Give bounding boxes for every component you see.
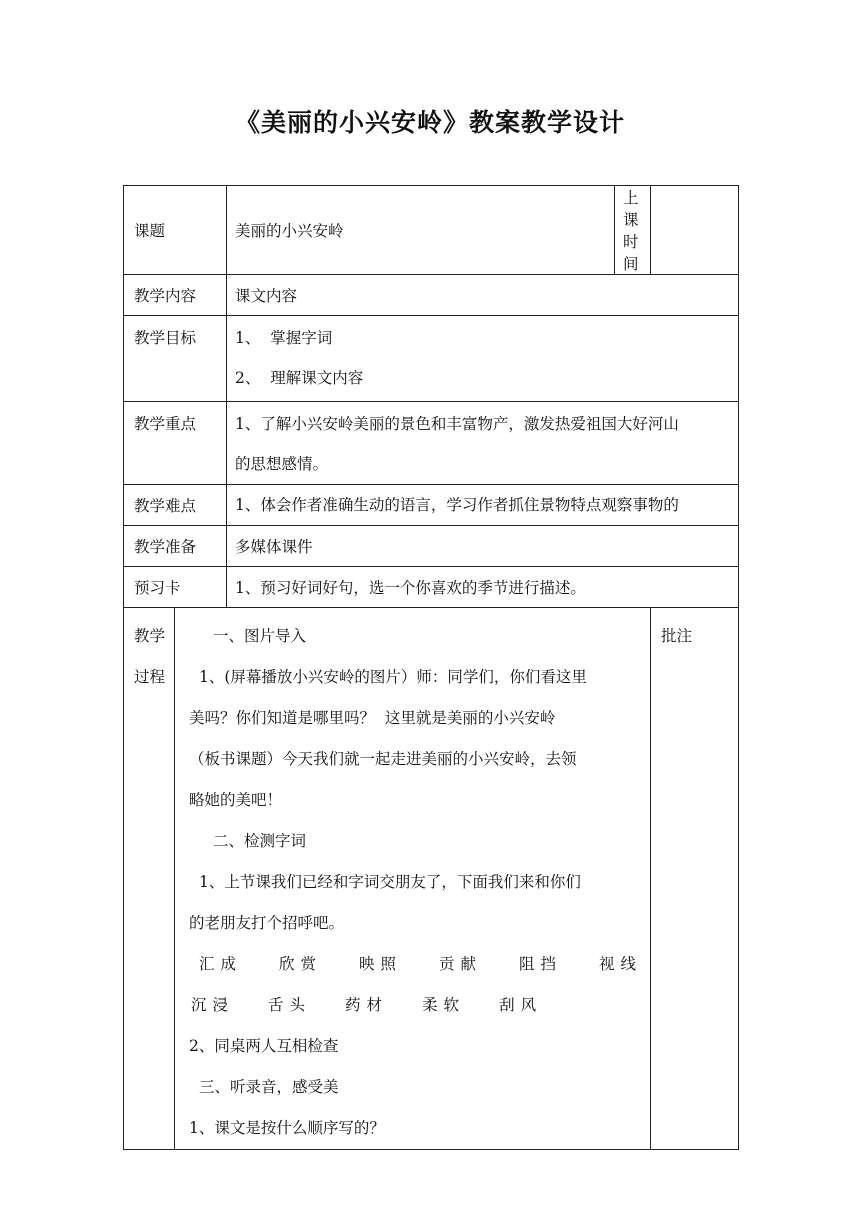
content-label: 教学内容 bbox=[124, 275, 227, 316]
vocab-word: 沉浸 bbox=[191, 996, 235, 1014]
subject-label: 课题 bbox=[124, 186, 227, 275]
process-line: 1、课文是按什么顺序写的？ bbox=[189, 1119, 385, 1137]
vocab-word: 柔软 bbox=[422, 996, 466, 1014]
preview-value: 1、预习好词好句，选一个你喜欢的季节进行描述。 bbox=[227, 567, 739, 608]
lesson-plan-table bbox=[123, 185, 739, 1150]
process-line: 的老朋友打个招呼吧。 bbox=[189, 914, 345, 932]
process-line: 1、上节课我们已经和字词交朋友了，下面我们来和你们 bbox=[199, 873, 581, 891]
process-line: 1、(屏幕播放小兴安岭的图片）师：同学们，你们看这里 bbox=[199, 668, 587, 686]
time-value bbox=[651, 186, 739, 275]
process-label: 教学 过程 bbox=[124, 608, 175, 1150]
row-process bbox=[124, 608, 739, 1150]
process-line: 2、同桌两人互相检查 bbox=[189, 1037, 339, 1055]
row-preview bbox=[124, 567, 739, 608]
row-subject bbox=[124, 186, 739, 275]
row-content bbox=[124, 275, 739, 316]
vocab-word: 映照 bbox=[359, 955, 403, 973]
goals-label: 教学目标 bbox=[124, 316, 227, 402]
goal-item: 1、 掌握字词 bbox=[235, 329, 333, 347]
note-label: 批注 bbox=[661, 627, 693, 645]
section-heading: 二、检测字词 bbox=[213, 832, 307, 850]
focus-value bbox=[227, 402, 739, 485]
row-focus bbox=[124, 402, 739, 485]
section-heading: 三、听录音，感受美 bbox=[199, 1078, 339, 1096]
row-prep bbox=[124, 526, 739, 567]
section-heading: 一、图片导入 bbox=[213, 627, 307, 645]
goals-value bbox=[227, 316, 739, 402]
difficulty-value: 1、体会作者准确生动的语言，学习作者抓住景物特点观察事物的 bbox=[227, 485, 739, 526]
difficulty-label: 教学难点 bbox=[124, 485, 227, 526]
vocab-word: 药材 bbox=[345, 996, 389, 1014]
focus-label: 教学重点 bbox=[124, 402, 227, 485]
row-goals bbox=[124, 316, 739, 402]
focus-line: 1、了解小兴安岭美丽的景色和丰富物产，激发热爱祖国大好河山 bbox=[235, 415, 679, 433]
prep-value: 多媒体课件 bbox=[227, 526, 739, 567]
process-content bbox=[175, 608, 651, 1150]
vocab-word: 阻挡 bbox=[519, 955, 563, 973]
vocab-word: 舌头 bbox=[268, 996, 312, 1014]
row-difficulty bbox=[124, 485, 739, 526]
page-title: 《美丽的小兴安岭》教案教学设计 bbox=[234, 108, 625, 137]
vocab-word: 刮风 bbox=[499, 996, 543, 1014]
vocab-word: 欣赏 bbox=[279, 955, 323, 973]
process-line: （板书课题）今天我们就一起走进美丽的小兴安岭，去领 bbox=[189, 750, 577, 768]
vocab-row bbox=[189, 944, 642, 985]
vocab-row bbox=[189, 985, 642, 1026]
vocab-word: 视线 bbox=[599, 955, 643, 973]
note-column bbox=[651, 608, 739, 1150]
time-label: 上课时间 bbox=[615, 186, 651, 275]
prep-label: 教学准备 bbox=[124, 526, 227, 567]
vocab-word: 贡献 bbox=[439, 955, 483, 973]
focus-line: 的思想感情。 bbox=[235, 455, 329, 473]
goal-item: 2、 理解课文内容 bbox=[235, 369, 364, 387]
vocab-word: 汇成 bbox=[199, 955, 243, 973]
process-line: 美吗？你们知道是哪里吗？ 这里就是美丽的小兴安岭 bbox=[189, 709, 556, 727]
process-line: 略她的美吧！ bbox=[189, 791, 283, 809]
preview-label: 预习卡 bbox=[124, 567, 227, 608]
content-value: 课文内容 bbox=[227, 275, 739, 316]
subject-value: 美丽的小兴安岭 bbox=[227, 186, 615, 275]
